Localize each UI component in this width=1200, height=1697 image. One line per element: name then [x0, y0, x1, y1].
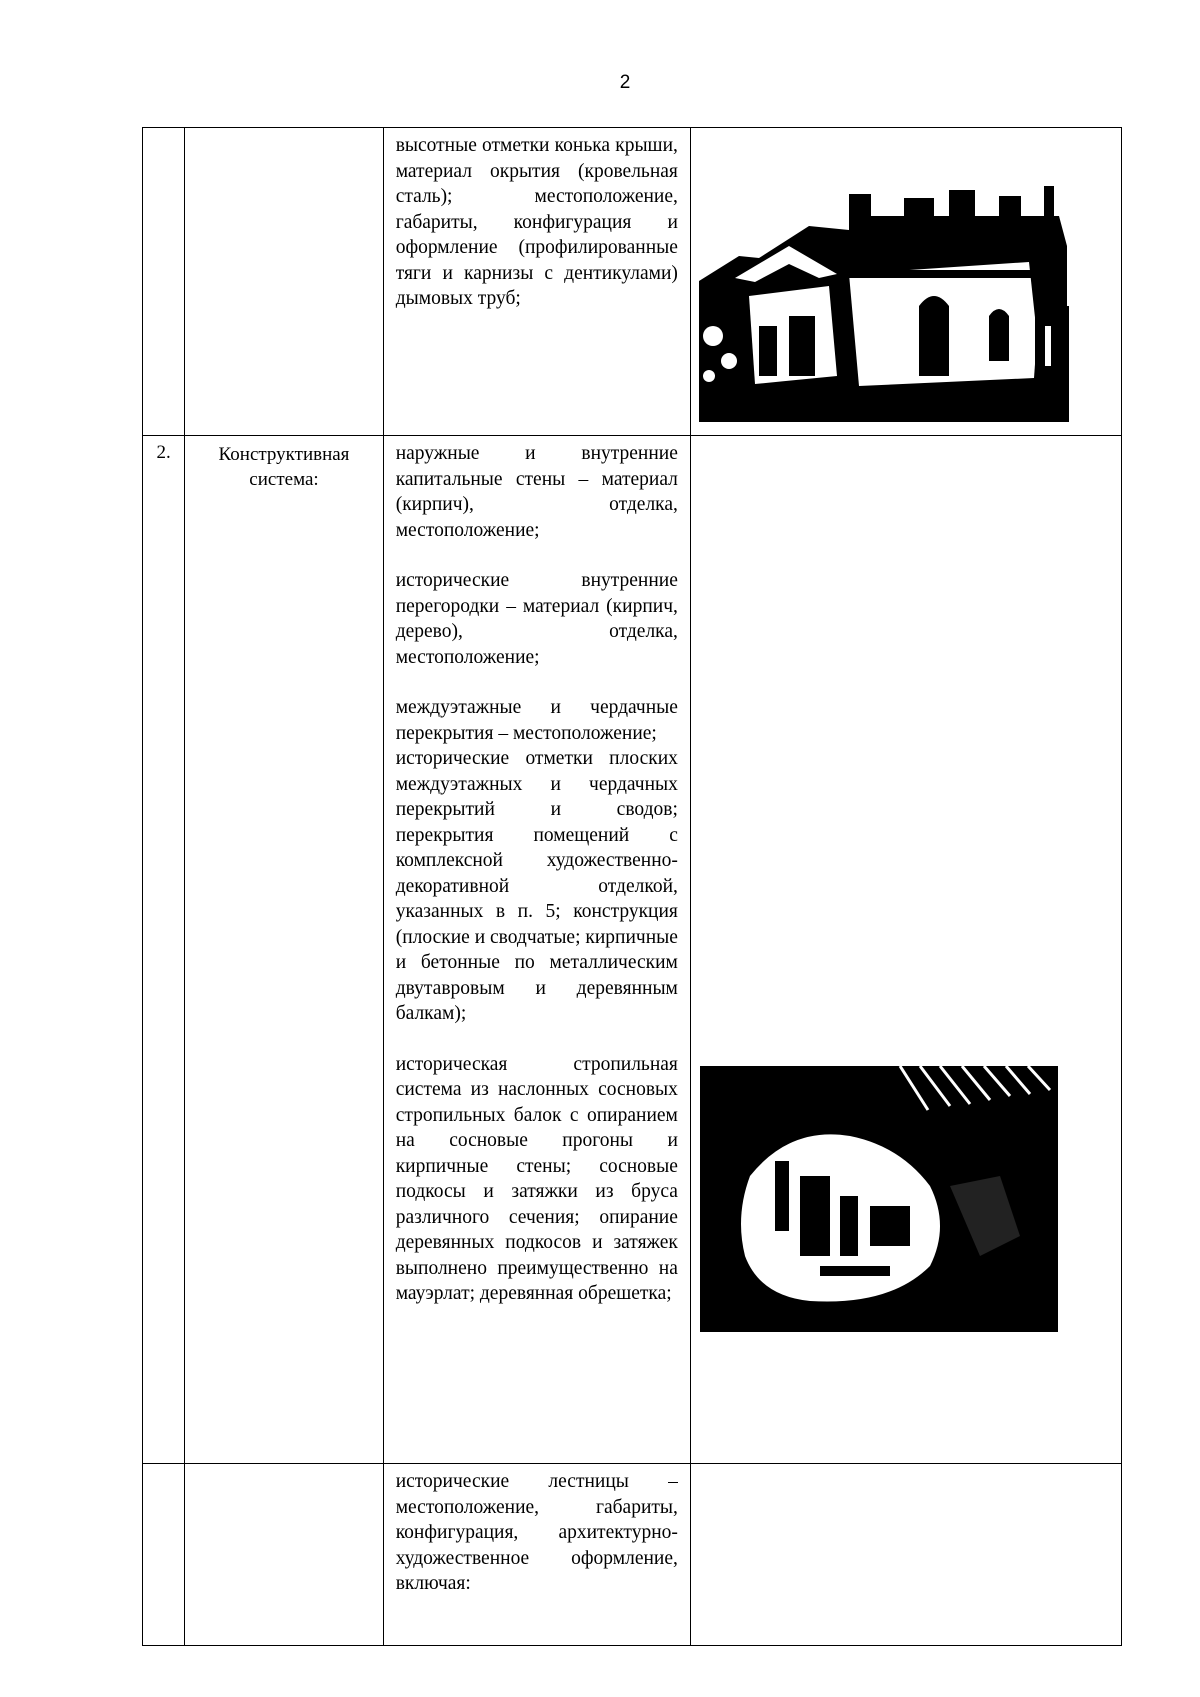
building-roof-photo: [699, 186, 1069, 422]
description-paragraph: исторические отметки плоских междуэтажных и чердачных перекрытий и сводов; перекрытия помещений с комплексной художественно-декоративной отделкой, указанных в п. 5; конструкция (плоские и сводчатые; кирпичные и бетонные по металлическим двутавровым и деревянным балкам);: [395, 748, 678, 1024]
row-description-cell: [383, 1464, 690, 1646]
table-row: [143, 1464, 1122, 1646]
row-name-cell: [185, 128, 383, 436]
table-row: [143, 436, 1122, 1464]
description-paragraph: исторические лестницы – местоположение, габариты, конфигурация, архитектурно-художественное оформление, включая:: [395, 1471, 678, 1594]
row-number-cell: 2.: [143, 436, 185, 1464]
table-row: [143, 128, 1122, 436]
row-description-cell: [383, 436, 690, 1464]
description-paragraph: высотные отметки конька крыши, материал окрытия (кровельная сталь); местоположение, габариты, конфигурация и оформление (профилированные тяги и карнизы с дентикулами) дымовых труб;: [395, 135, 678, 309]
row-photo-cell: [690, 128, 1121, 436]
row-photo-cell: [690, 436, 1121, 1464]
row-photo-cell: [690, 1464, 1121, 1646]
row-name-cell: Конструктивная система:: [185, 436, 383, 1464]
row-number-cell: [143, 1464, 185, 1646]
page-number: 2: [619, 72, 631, 93]
description-paragraph: историческая стропильная система из наслонных сосновых стропильных балок с опиранием на сосновые прогоны и кирпичные стены; сосновые подкосы и затяжки из бруса различного сечения; опирание деревянных подкосов и затяжек выполнено преимущественно на мауэрлат; деревянная обрешетка;: [395, 1053, 678, 1304]
row-number-cell: [143, 128, 185, 436]
description-paragraph: междуэтажные и чердачные перекрытия – местоположение;: [395, 697, 678, 744]
heritage-elements-table: [142, 127, 1122, 1646]
attic-rafters-photo: [700, 1066, 1058, 1332]
row-description-cell: [383, 128, 690, 436]
description-paragraph: исторические внутренние перегородки – материал (кирпич, дерево), отделка, местоположение;: [395, 570, 678, 668]
row-name-cell: [185, 1464, 383, 1646]
description-paragraph: наружные и внутренние капитальные стены – материал (кирпич), отделка, местоположение;: [395, 443, 678, 541]
